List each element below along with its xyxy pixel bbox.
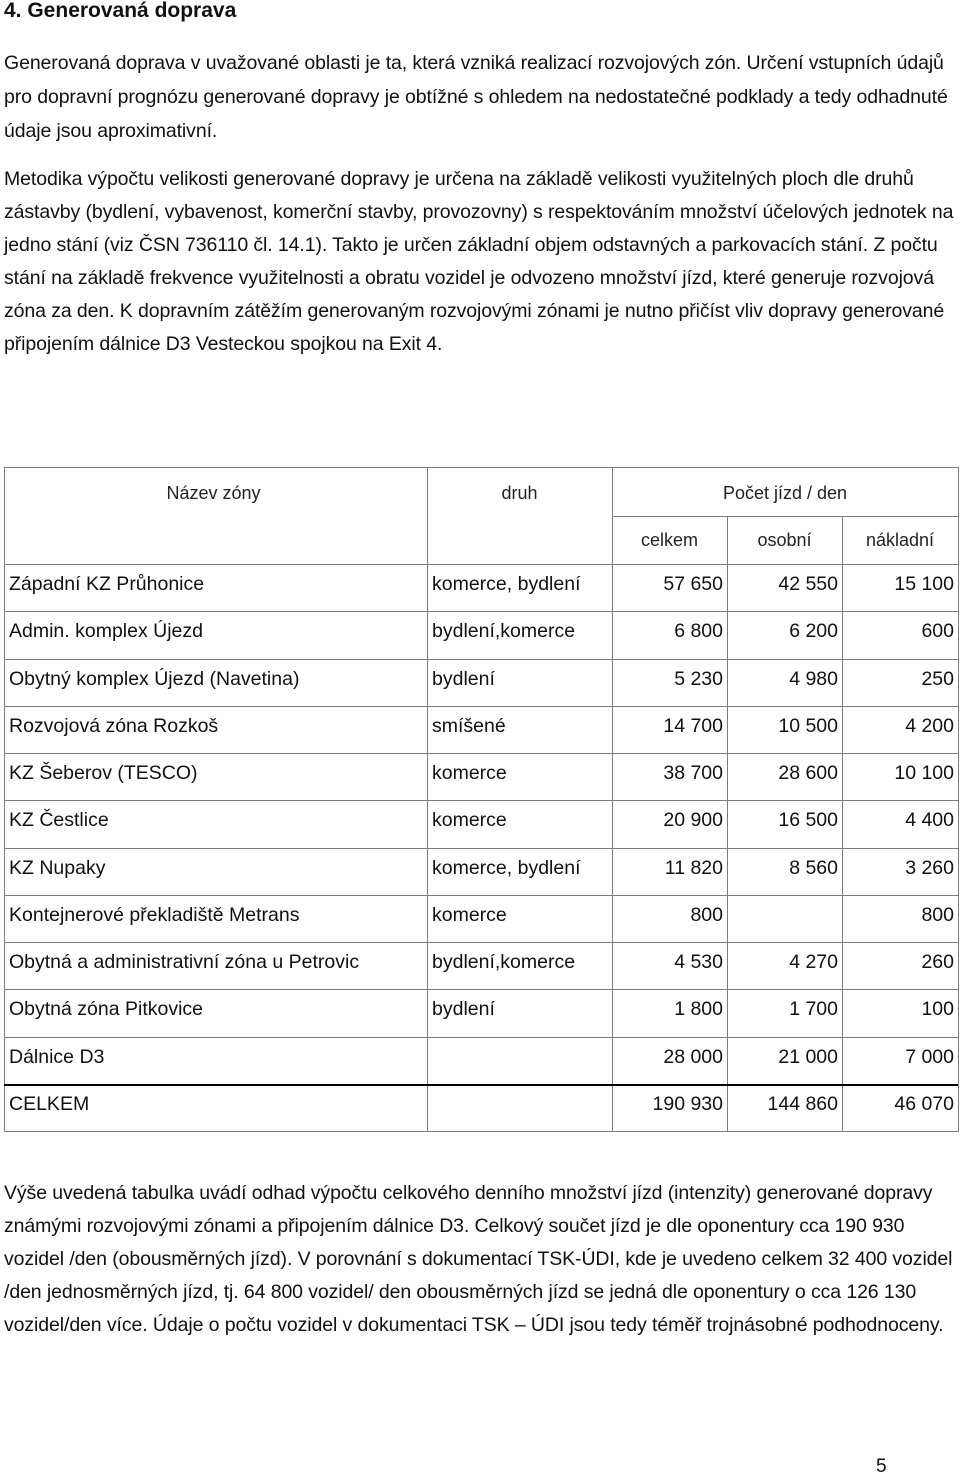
table-row-personal: 10 500 — [778, 714, 838, 737]
table-row-total: 1 800 — [674, 998, 723, 1021]
table-row-total: 800 — [690, 903, 723, 926]
table-row-type: smíšené — [432, 714, 506, 737]
table-row-personal: 8 560 — [789, 856, 838, 879]
total-row-total: 190 930 — [652, 1092, 723, 1115]
table-row-personal: 6 200 — [789, 620, 838, 643]
total-row-freight: 46 070 — [894, 1092, 954, 1115]
table-row-freight: 100 — [921, 998, 954, 1021]
row-divider — [4, 895, 958, 896]
table-row-freight: 3 260 — [905, 856, 954, 879]
table-row-type: komerce — [432, 762, 507, 784]
table-row-zone: KZ Čestlice — [9, 809, 109, 832]
table-row-freight: 600 — [921, 620, 954, 643]
table-row-total: 38 700 — [663, 762, 723, 784]
header-subdivider — [612, 516, 958, 517]
table-row-personal: 1 700 — [789, 998, 838, 1021]
column-divider — [427, 467, 428, 1131]
table-row-type: bydlení — [432, 667, 495, 690]
table-row-personal: 4 980 — [789, 667, 838, 690]
header-freight: nákladní — [865, 530, 935, 550]
table-row-total: 28 000 — [663, 1045, 723, 1068]
table-row-personal: 28 600 — [778, 762, 838, 784]
row-divider — [4, 753, 958, 754]
table-border-left — [4, 467, 5, 1131]
table-row-zone: Admin. komplex Újezd — [9, 620, 203, 643]
total-divider — [4, 1084, 958, 1086]
table-row-zone: Kontejnerové překladiště Metrans — [9, 903, 300, 926]
table-row-type: komerce — [432, 809, 507, 832]
table-row-freight: 260 — [921, 951, 954, 973]
header-trips-per-day: Počet jízd / den — [722, 483, 848, 503]
column-divider — [612, 467, 613, 1131]
table-row-type: bydlení,komerce — [432, 951, 576, 973]
row-divider — [4, 659, 958, 660]
table-row-total: 14 700 — [663, 714, 723, 737]
table-row-zone: Obytná a administrativní zóna u Petrovic — [9, 951, 360, 973]
table-row-total: 57 650 — [663, 573, 723, 595]
table-border-bottom — [4, 1131, 959, 1132]
table-row-zone: Obytná zóna Pitkovice — [9, 998, 204, 1021]
table-row-freight: 250 — [921, 667, 954, 690]
table-row-zone: Dálnice D3 — [9, 1045, 105, 1068]
row-divider — [4, 848, 958, 849]
row-divider — [4, 800, 958, 801]
table-row-zone: Rozvojová zóna Rozkoš — [9, 714, 219, 737]
header-divider — [4, 564, 958, 565]
table-row-total: 11 820 — [664, 856, 723, 879]
table-row-total: 6 800 — [674, 620, 723, 643]
row-divider — [4, 706, 958, 707]
page-number: 5 — [876, 1456, 887, 1477]
header-total: celkem — [640, 530, 698, 550]
table-row-freight: 4 400 — [905, 809, 954, 832]
table-row-total: 5 230 — [674, 667, 723, 690]
table-row-type: komerce — [432, 903, 507, 926]
table-row-zone: Obytný komplex Újezd (Navetina) — [9, 667, 300, 690]
table-row-freight: 15 100 — [894, 573, 954, 595]
table-row-total: 4 530 — [674, 951, 723, 973]
table-row-personal: 16 500 — [778, 809, 838, 832]
table-row-total: 20 900 — [663, 809, 723, 832]
section-heading: 4. Generovaná doprava — [4, 0, 237, 22]
total-row-zone: CELKEM — [9, 1092, 90, 1115]
methodology-paragraph: Metodika výpočtu velikosti generované dopravy je určena na základě velikosti využitelných ploch dle druhů zástavby (bydlení, vybavenost, komerční stavby, provozovny) s respektováním množství účelových jednotek na jedno stání (viz ČSN 736110 čl. 14.1). Takto je určen základní objem odstavných a parkovacích stání. Z počtu stání na základě frekvence využitelnosti a obratu vozidel je odvozeno množství jízd, které generuje rozvojová zóna za den. K dopravním zátěžím generovaným rozvojovými zónami je nutno přičíst vliv dopravy generované připojením dálnice D3 Vesteckou spojkou na Exit 4. — [4, 168, 954, 355]
table-border-right — [958, 467, 959, 1132]
table-row-zone: Západní KZ Průhonice — [9, 573, 205, 595]
table-row-personal: 42 550 — [778, 573, 838, 595]
table-row-zone: KZ Nupaky — [9, 856, 106, 879]
row-divider — [4, 1037, 958, 1038]
row-divider — [4, 989, 958, 990]
table-row-type: komerce, bydlení — [432, 573, 581, 595]
table-row-freight: 800 — [921, 903, 954, 926]
intro-paragraph: Generovaná doprava v uvažované oblasti je ta, která vzniká realizací rozvojových zón. Určení vstupních údajů pro dopravní prognózu generované dopravy je obtížné s ohledem na nedostatečné podklady a tedy odhadnuté údaje jsou aproximativní. — [4, 52, 948, 142]
row-divider — [4, 611, 958, 612]
header-type: druh — [501, 483, 538, 503]
table-row-type: bydlení,komerce — [432, 620, 576, 643]
table-border-top — [4, 467, 958, 468]
table-row-personal: 21 000 — [778, 1045, 838, 1068]
table-row-type: komerce, bydlení — [432, 856, 581, 879]
row-divider — [4, 942, 958, 943]
total-row-personal: 144 860 — [767, 1092, 838, 1115]
table-row-freight: 10 100 — [894, 762, 954, 784]
header-zone-name: Název zóny — [166, 483, 261, 503]
table-row-freight: 7 000 — [905, 1045, 954, 1068]
table-row-freight: 4 200 — [905, 714, 954, 737]
table-row-type: bydlení — [432, 998, 495, 1021]
header-personal: osobní — [757, 530, 812, 550]
table-row-personal: 4 270 — [789, 951, 838, 973]
conclusion-paragraph: Výše uvedená tabulka uvádí odhad výpočtu celkového denního množství jízd (intenzity) generované dopravy známými rozvojovými zónami a připojením dálnice D3. Celkový součet jízd je dle oponentury cca 190 930 vozidel /den (obousměrných jízd). V porovnání s dokumentací TSK-ÚDI, kde je uvedeno celkem 32 400 vozidel /den jednosměrných jízd, tj. 64 800 vozidel/ den obousměrných jízd se jedná dle oponentury o cca 126 130 vozidel/den více. Údaje o počtu vozidel v dokumentaci TSK – ÚDI jsou tedy téměř trojnásobné podhodnoceny. — [4, 1182, 953, 1336]
table-row-zone: KZ Šeberov (TESCO) — [9, 762, 198, 784]
